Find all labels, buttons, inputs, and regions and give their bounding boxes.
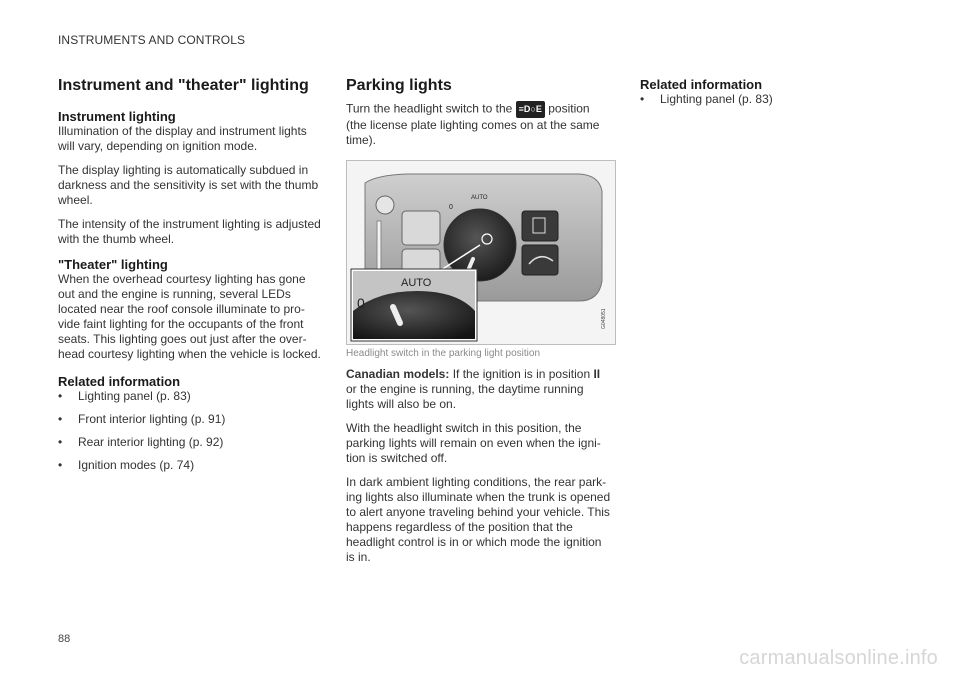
bullet-icon: • <box>58 458 63 472</box>
left-column <box>58 77 324 481</box>
related-heading: Related information <box>58 374 181 389</box>
paragraph: Illumination of the display and instrument lights will vary, depending on ignition mode. <box>58 124 307 153</box>
page-number: 88 <box>58 633 71 645</box>
related-link[interactable]: • Rear interior lighting (p. 92) <box>58 435 224 449</box>
figure-caption: Headlight switch in the parking light position <box>346 348 540 359</box>
related-link[interactable]: • Front interior lighting (p. 91) <box>58 412 226 426</box>
subsection-heading: Instrument lighting <box>58 109 176 124</box>
fuel-door-button[interactable] <box>522 211 558 241</box>
headlight-switch-illustration <box>347 161 615 344</box>
auto-label: AUTO <box>471 195 488 201</box>
parking-light-symbol-icon: ≡D○E <box>516 101 545 118</box>
related-link[interactable]: • Lighting panel (p. 83) <box>58 389 191 403</box>
figure-code: G048051 <box>601 308 607 329</box>
auto-label: AUTO <box>401 277 432 289</box>
running-head: INSTRUMENTS AND CONTROLS <box>58 33 246 47</box>
bullet-icon: • <box>58 435 63 449</box>
related-link[interactable]: • Lighting panel (p. 83) <box>640 92 773 106</box>
bullet-icon: • <box>640 92 645 106</box>
related-heading: Related information <box>640 77 763 92</box>
section-title: Parking lights <box>346 77 452 94</box>
paragraph: When the overhead courtesy lighting has gone out and the engine is running, several LEDs located near the roof console illuminate to pro-vide faint lighting for the occupants of the front seats. This lighting goes out just after the over-head courtesy lighting when the vehicle is locked. <box>58 272 321 361</box>
bullet-icon: • <box>58 389 63 403</box>
right-column <box>640 77 906 115</box>
related-link[interactable]: • Ignition modes (p. 74) <box>58 458 195 472</box>
subsection-heading: "Theater" lighting <box>58 257 168 272</box>
dial-icon <box>376 196 394 214</box>
paragraph: With the headlight switch in this position, the parking lights will remain on even when the igni-tion is switched off. <box>346 421 601 465</box>
section-title: Instrument and "theater" lighting <box>58 77 309 94</box>
watermark: carmanualsonline.info <box>739 647 938 669</box>
related-list <box>58 389 324 473</box>
middle-column-body <box>346 367 612 565</box>
svg-text:0: 0 <box>449 204 453 211</box>
middle-column <box>346 77 612 148</box>
canadian-note: Canadian models: If the ignition is in position II or the engine is running, the daytime running lights will also be on. <box>346 367 601 411</box>
related-list <box>640 92 906 107</box>
headlight-switch-figure <box>346 160 616 345</box>
bullet-icon: • <box>58 412 63 426</box>
zero-label: 0 <box>357 295 365 311</box>
paragraph: The intensity of the instrument lighting is adjusted with the thumb wheel. <box>58 217 321 246</box>
intro-paragraph: Turn the headlight switch to the ≡D○E position (the license plate lighting comes on at the same time). <box>346 101 600 147</box>
paragraph: The display lighting is automatically subdued in darkness and the sensitivity is set with the thumb wheel. <box>58 163 319 207</box>
paragraph: In dark ambient lighting conditions, the rear park-ing lights also illuminate when the trunk is opened to alert anyone traveling behind your vehicle. This happens regardless of the position that the headlight control is in or which mode the ignition is in. <box>346 475 611 564</box>
